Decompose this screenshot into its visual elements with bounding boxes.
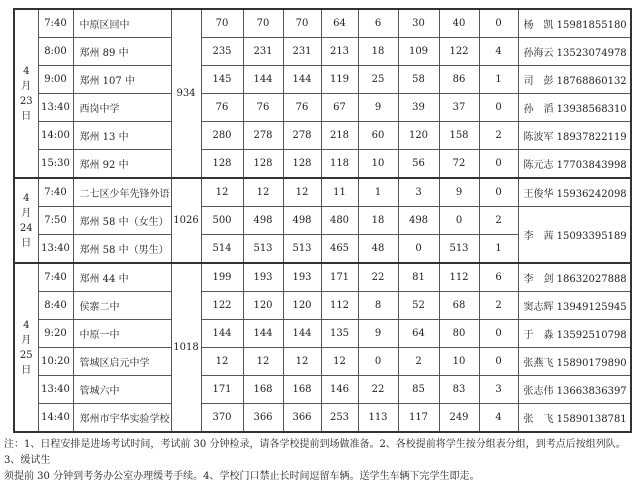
count-cell: 120 bbox=[243, 292, 283, 320]
time-cell: 13:40 bbox=[38, 235, 73, 264]
school-cell: 郑州 107 中 bbox=[73, 66, 171, 94]
count-cell: 370 bbox=[201, 404, 243, 433]
contact-cell: 王俊华 15936242098 bbox=[518, 178, 631, 207]
school-cell: 二七区少年先锋外语 bbox=[73, 178, 171, 207]
time-cell: 9:00 bbox=[38, 66, 73, 94]
count-cell: 9 bbox=[358, 94, 398, 122]
count-cell: 122 bbox=[201, 292, 243, 320]
count-cell: 0 bbox=[479, 94, 518, 122]
count-cell: 498 bbox=[283, 207, 321, 235]
time-cell: 14:00 bbox=[38, 122, 73, 150]
contact-cell: 孙海云 13523074978 bbox=[518, 38, 631, 66]
date-cell bbox=[14, 9, 38, 178]
date-part: 24 bbox=[19, 222, 33, 234]
count-cell: 2 bbox=[479, 122, 518, 150]
count-cell: 112 bbox=[439, 263, 479, 292]
date-part: 4 bbox=[23, 65, 30, 77]
count-cell: 120 bbox=[283, 292, 321, 320]
count-cell: 128 bbox=[243, 150, 283, 179]
contact-cell: 李 剑 18632027888 bbox=[518, 263, 631, 292]
count-cell: 280 bbox=[201, 122, 243, 150]
school-cell: 中原一中 bbox=[73, 320, 171, 348]
table-row bbox=[14, 178, 631, 207]
table-row bbox=[14, 207, 631, 235]
count-cell: 135 bbox=[321, 320, 358, 348]
contact-cell: 杨 凯 15981855180 bbox=[518, 9, 631, 38]
table-row bbox=[14, 150, 631, 179]
count-cell: 145 bbox=[201, 66, 243, 94]
count-cell: 480 bbox=[321, 207, 358, 235]
count-cell: 52 bbox=[398, 292, 439, 320]
count-cell: 12 bbox=[283, 348, 321, 376]
school-cell: 中原区回中 bbox=[73, 9, 171, 38]
count-cell: 366 bbox=[283, 404, 321, 433]
contact-cell: 张 飞 15890138781 bbox=[518, 404, 631, 433]
count-cell: 64 bbox=[398, 320, 439, 348]
count-cell: 158 bbox=[439, 122, 479, 150]
school-cell: 郑州 58 中（男生） bbox=[73, 235, 171, 264]
table-row bbox=[14, 376, 631, 404]
count-cell: 0 bbox=[479, 9, 518, 38]
day-total-cell: 934 bbox=[171, 9, 201, 178]
count-cell: 12 bbox=[321, 348, 358, 376]
time-cell: 13:40 bbox=[38, 376, 73, 404]
date-part: 日 bbox=[21, 237, 32, 249]
count-cell: 144 bbox=[201, 320, 243, 348]
school-cell: 郑州 92 中 bbox=[73, 150, 171, 179]
count-cell: 513 bbox=[439, 235, 479, 264]
count-cell: 12 bbox=[201, 348, 243, 376]
time-cell: 7:40 bbox=[38, 178, 73, 207]
time-cell: 10:20 bbox=[38, 348, 73, 376]
count-cell: 513 bbox=[283, 235, 321, 264]
count-cell: 122 bbox=[439, 38, 479, 66]
count-cell: 118 bbox=[321, 150, 358, 179]
note-line: 须提前 30 分钟到考务办公室办理缓考手续。4、学校门口禁止长时间逗留车辆。送学生车辆下完学生即走。 bbox=[4, 471, 480, 482]
count-cell: 213 bbox=[321, 38, 358, 66]
school-cell: 管城区启元中学 bbox=[73, 348, 171, 376]
date-part: 4 bbox=[23, 192, 30, 204]
count-cell: 235 bbox=[201, 38, 243, 66]
count-cell: 500 bbox=[201, 207, 243, 235]
date-part: 25 bbox=[19, 349, 33, 361]
count-cell: 4 bbox=[479, 404, 518, 433]
footnotes bbox=[4, 437, 636, 485]
count-cell: 144 bbox=[243, 320, 283, 348]
count-cell: 86 bbox=[439, 66, 479, 94]
contact-cell: 张燕飞 15890179890 bbox=[518, 348, 631, 376]
count-cell: 128 bbox=[201, 150, 243, 179]
count-cell: 6 bbox=[358, 9, 398, 38]
contact-cell: 孙 滔 13938568310 bbox=[518, 94, 631, 122]
count-cell: 9 bbox=[439, 178, 479, 207]
count-cell: 40 bbox=[439, 9, 479, 38]
date-part: 月 bbox=[21, 207, 32, 219]
date-part: 23 bbox=[19, 95, 33, 107]
count-cell: 193 bbox=[243, 263, 283, 292]
count-cell: 58 bbox=[398, 66, 439, 94]
count-cell: 465 bbox=[321, 235, 358, 264]
contact-cell: 窦志辉 13949125945 bbox=[518, 292, 631, 320]
count-cell: 113 bbox=[358, 404, 398, 433]
count-cell: 109 bbox=[398, 38, 439, 66]
note-line: 注：1、日程安排是进场考试时间，考试前 30 分钟检录，请各学校提前到场做准备。2、各校提前将学生按分组表分组，到考点后按组列队。3、缓试生 bbox=[4, 439, 626, 466]
time-cell: 7:50 bbox=[38, 207, 73, 235]
date-part: 日 bbox=[21, 364, 32, 376]
count-cell: 146 bbox=[321, 376, 358, 404]
count-cell: 2 bbox=[398, 348, 439, 376]
time-cell: 9:20 bbox=[38, 320, 73, 348]
count-cell: 1 bbox=[358, 178, 398, 207]
table-row bbox=[14, 38, 631, 66]
count-cell: 218 bbox=[321, 122, 358, 150]
table-row bbox=[14, 122, 631, 150]
count-cell: 3 bbox=[398, 178, 439, 207]
count-cell: 56 bbox=[398, 150, 439, 179]
school-cell: 郑州 44 中 bbox=[73, 263, 171, 292]
date-part: 日 bbox=[21, 110, 32, 122]
count-cell: 12 bbox=[201, 178, 243, 207]
table-row bbox=[14, 404, 631, 433]
count-cell: 119 bbox=[321, 66, 358, 94]
count-cell: 144 bbox=[243, 66, 283, 94]
school-cell: 郑州 89 中 bbox=[73, 38, 171, 66]
count-cell: 12 bbox=[243, 178, 283, 207]
count-cell: 70 bbox=[283, 9, 321, 38]
count-cell: 1 bbox=[479, 235, 518, 264]
table-row bbox=[14, 66, 631, 94]
contact-cell: 陈元志 17703843998 bbox=[518, 150, 631, 179]
count-cell: 64 bbox=[321, 9, 358, 38]
time-cell: 8:40 bbox=[38, 292, 73, 320]
count-cell: 8 bbox=[358, 292, 398, 320]
table-row bbox=[14, 320, 631, 348]
date-cell bbox=[14, 178, 38, 263]
count-cell: 67 bbox=[321, 94, 358, 122]
time-cell: 7:40 bbox=[38, 263, 73, 292]
count-cell: 117 bbox=[398, 404, 439, 433]
count-cell: 70 bbox=[201, 9, 243, 38]
count-cell: 2 bbox=[479, 207, 518, 235]
date-part: 4 bbox=[23, 319, 30, 331]
count-cell: 9 bbox=[358, 320, 398, 348]
count-cell: 12 bbox=[283, 178, 321, 207]
count-cell: 193 bbox=[283, 263, 321, 292]
count-cell: 12 bbox=[243, 348, 283, 376]
count-cell: 231 bbox=[283, 38, 321, 66]
date-part: 月 bbox=[21, 334, 32, 346]
contact-cell: 张志伟 13663836397 bbox=[518, 376, 631, 404]
school-cell: 管城六中 bbox=[73, 376, 171, 404]
count-cell: 37 bbox=[439, 94, 479, 122]
count-cell: 120 bbox=[398, 122, 439, 150]
date-part: 月 bbox=[21, 80, 32, 92]
contact-cell: 于 淼 13592510798 bbox=[518, 320, 631, 348]
count-cell: 278 bbox=[243, 122, 283, 150]
table-row bbox=[14, 292, 631, 320]
school-cell: 郑州 58 中（女生） bbox=[73, 207, 171, 235]
count-cell: 11 bbox=[321, 178, 358, 207]
time-cell: 14:40 bbox=[38, 404, 73, 433]
date-cell bbox=[14, 263, 38, 432]
count-cell: 83 bbox=[439, 376, 479, 404]
count-cell: 85 bbox=[398, 376, 439, 404]
count-cell: 68 bbox=[439, 292, 479, 320]
count-cell: 0 bbox=[439, 207, 479, 235]
table-row bbox=[14, 348, 631, 376]
count-cell: 10 bbox=[439, 348, 479, 376]
count-cell: 144 bbox=[283, 66, 321, 94]
school-cell: 郑州 13 中 bbox=[73, 122, 171, 150]
count-cell: 498 bbox=[398, 207, 439, 235]
count-cell: 514 bbox=[201, 235, 243, 264]
day-total-cell: 1026 bbox=[171, 178, 201, 263]
contact-cell: 司 彭 18768860132 bbox=[518, 66, 631, 94]
count-cell: 0 bbox=[479, 178, 518, 207]
count-cell: 144 bbox=[283, 320, 321, 348]
time-cell: 8:00 bbox=[38, 38, 73, 66]
school-cell: 西岗中学 bbox=[73, 94, 171, 122]
school-cell: 侯寨二中 bbox=[73, 292, 171, 320]
count-cell: 366 bbox=[243, 404, 283, 433]
count-cell: 22 bbox=[358, 376, 398, 404]
exam-schedule-table bbox=[13, 8, 632, 433]
count-cell: 48 bbox=[358, 235, 398, 264]
count-cell: 80 bbox=[439, 320, 479, 348]
count-cell: 0 bbox=[479, 348, 518, 376]
count-cell: 76 bbox=[243, 94, 283, 122]
count-cell: 231 bbox=[243, 38, 283, 66]
count-cell: 112 bbox=[321, 292, 358, 320]
table-row bbox=[14, 263, 631, 292]
table-row bbox=[14, 94, 631, 122]
count-cell: 278 bbox=[283, 122, 321, 150]
day-total-cell: 1018 bbox=[171, 263, 201, 432]
count-cell: 128 bbox=[283, 150, 321, 179]
count-cell: 171 bbox=[201, 376, 243, 404]
count-cell: 498 bbox=[243, 207, 283, 235]
count-cell: 171 bbox=[321, 263, 358, 292]
count-cell: 70 bbox=[243, 9, 283, 38]
count-cell: 18 bbox=[358, 207, 398, 235]
count-cell: 0 bbox=[479, 150, 518, 179]
count-cell: 0 bbox=[358, 348, 398, 376]
count-cell: 76 bbox=[283, 94, 321, 122]
count-cell: 81 bbox=[398, 263, 439, 292]
count-cell: 513 bbox=[243, 235, 283, 264]
count-cell: 6 bbox=[479, 263, 518, 292]
count-cell: 76 bbox=[201, 94, 243, 122]
count-cell: 10 bbox=[358, 150, 398, 179]
count-cell: 39 bbox=[398, 94, 439, 122]
count-cell: 253 bbox=[321, 404, 358, 433]
time-cell: 7:40 bbox=[38, 9, 73, 38]
time-cell: 15:30 bbox=[38, 150, 73, 179]
count-cell: 25 bbox=[358, 66, 398, 94]
count-cell: 30 bbox=[398, 9, 439, 38]
count-cell: 60 bbox=[358, 122, 398, 150]
contact-cell: 陈波军 18937822119 bbox=[518, 122, 631, 150]
count-cell: 199 bbox=[201, 263, 243, 292]
time-cell: 13:40 bbox=[38, 94, 73, 122]
school-cell: 郑州市宇华实验学校 bbox=[73, 404, 171, 433]
count-cell: 3 bbox=[479, 376, 518, 404]
count-cell: 72 bbox=[439, 150, 479, 179]
count-cell: 168 bbox=[283, 376, 321, 404]
count-cell: 18 bbox=[358, 38, 398, 66]
count-cell: 0 bbox=[398, 235, 439, 264]
count-cell: 0 bbox=[479, 320, 518, 348]
count-cell: 249 bbox=[439, 404, 479, 433]
count-cell: 4 bbox=[479, 38, 518, 66]
count-cell: 2 bbox=[479, 292, 518, 320]
count-cell: 168 bbox=[243, 376, 283, 404]
count-cell: 22 bbox=[358, 263, 398, 292]
table-row bbox=[14, 9, 631, 38]
contact-cell: 李 茜 15093395189 bbox=[518, 207, 631, 264]
count-cell: 1 bbox=[479, 66, 518, 94]
